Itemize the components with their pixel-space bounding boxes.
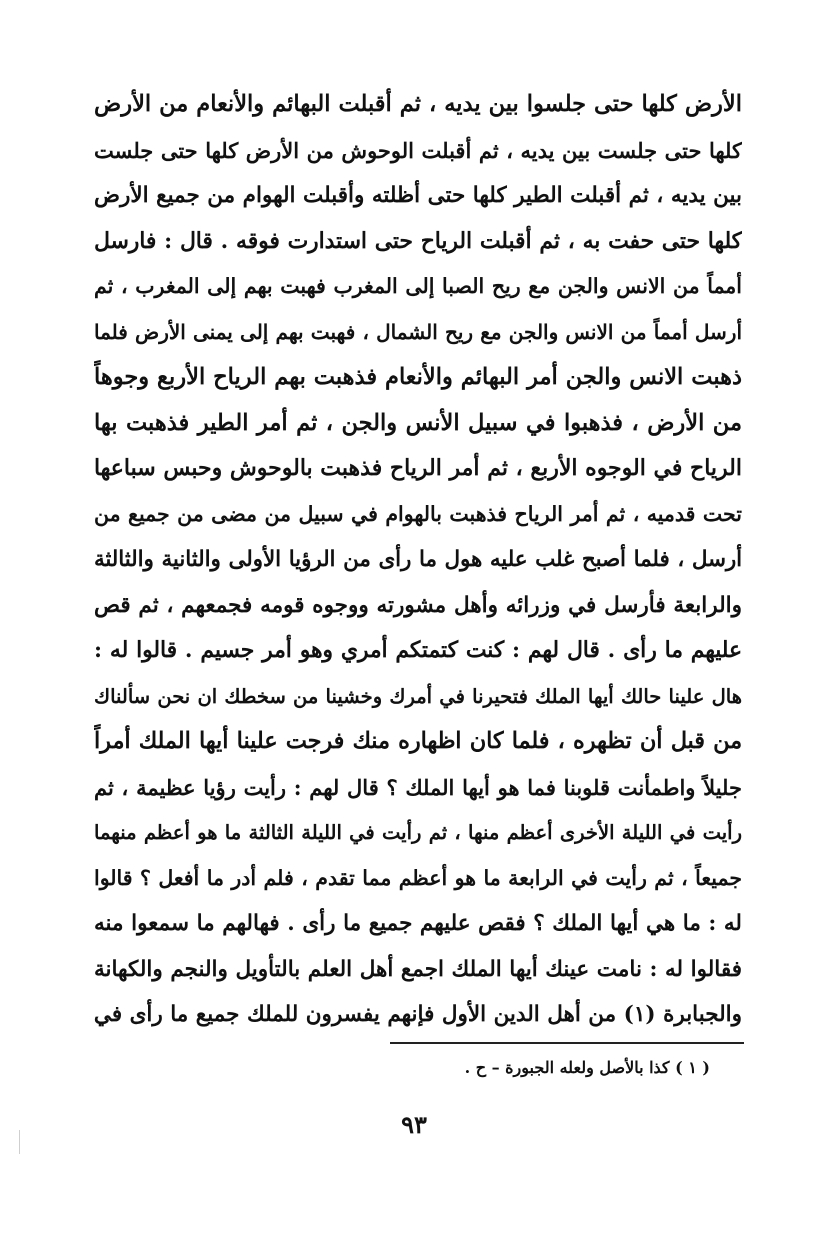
text-line: بين يديه ، ثم أقبلت الطير كلها حتى أظلته وأقبلت الهوام من جميع الأرض: [94, 183, 742, 208]
text-line: من قبل أن تظهره ، فلما كان اظهاره منك فرجت علينا أيها الملك أمراً: [94, 728, 742, 754]
text-line: أرسل ، فلما أصبح غلب عليه هول ما رأى من الرؤيا الأولى والثانية والثالثة: [94, 547, 742, 572]
text-line: جميعاً ، ثم رأيت في الرابعة ما هو أعظم مما تقدم ، فلم أدر ما أفعل ؟ قالوا: [94, 865, 742, 890]
text-line: تحت قدميه ، ثم أمر الرياح فذهبت بالهوام في سبيل من مضى من جميع من: [94, 501, 742, 526]
text-line: من الأرض ، فذهبوا في سبيل الأنس والجن ، ثم أمر الطير فذهبت بها: [94, 409, 742, 436]
text-line: والرابعة فأرسل في وزرائه وأهل مشورته ووجوه قومه فجمعهم ، ثم قص: [94, 592, 742, 618]
text-line: أرسل أمماً من الانس والجن مع ريح الشمال ، فهبت بهم إلى يمنى الأرض فلما: [94, 319, 742, 344]
scan-edge-mark: [19, 1130, 20, 1154]
text-line: هال علينا حالك أيها الملك فتحيرنا في أمرك وخشينا من سخطك ان نحن سألناك: [94, 684, 742, 708]
page-number: ٩٣: [401, 1110, 427, 1139]
text-line: له : ما هي أيها الملك ؟ فقص عليهم جميع ما رأى . فهالهم ما سمعوا منه: [94, 911, 742, 936]
text-line: كلها حتى حفت به ، ثم أقبلت الرياح حتى استدارت فوقه . قال : فارسل: [94, 228, 742, 254]
text-line: ذهبت الانس والجن أمر البهائم والأنعام فذهبت بهم الرياح الأربع وجوهاً: [94, 364, 742, 390]
text-line: فقالوا له : نامت عينك أيها الملك اجمع أهل العلم بالتأويل والنجم والكهانة: [94, 956, 742, 982]
footnote-divider: [390, 1042, 744, 1044]
main-text-block: [94, 82, 742, 1038]
text-line: الأرض كلها حتى جلسوا بين يديه ، ثم أقبلت البهائم والأنعام من الأرض: [94, 91, 742, 117]
text-line: رأيت في الليلة الأخرى أعظم منها ، ثم رأيت في الليلة الثالثة ما هو أعظم منهما: [94, 821, 742, 844]
text-line: والجبابرة (١) من أهل الدين الأول فإنهم يفسرون للملك جميع ما رأى في: [94, 1002, 742, 1027]
text-line: عليهم ما رأى . قال لهم : كنت كتمتكم أمري وهو أمر جسيم . قالوا له :: [94, 638, 742, 663]
footnote: ( ١ ) كذا بالأصل ولعله الجبورة – ح .: [464, 1058, 710, 1077]
text-line: كلها حتى جلست بين يديه ، ثم أقبلت الوحوش من الأرض كلها حتى جلست: [94, 137, 742, 163]
text-line: الرياح في الوجوه الأربع ، ثم أمر الرياح فذهبت بالوحوش وحبس سباعها: [94, 455, 742, 481]
text-line: أمماً من الانس والجن مع ريح الصبا إلى المغرب فهبت بهم إلى المغرب ، ثم: [94, 274, 742, 298]
text-line: جليلاً واطمأنت قلوبنا فما هو أيها الملك ؟ قال لهم : رأيت رؤيا عظيمة ، ثم: [94, 774, 742, 800]
